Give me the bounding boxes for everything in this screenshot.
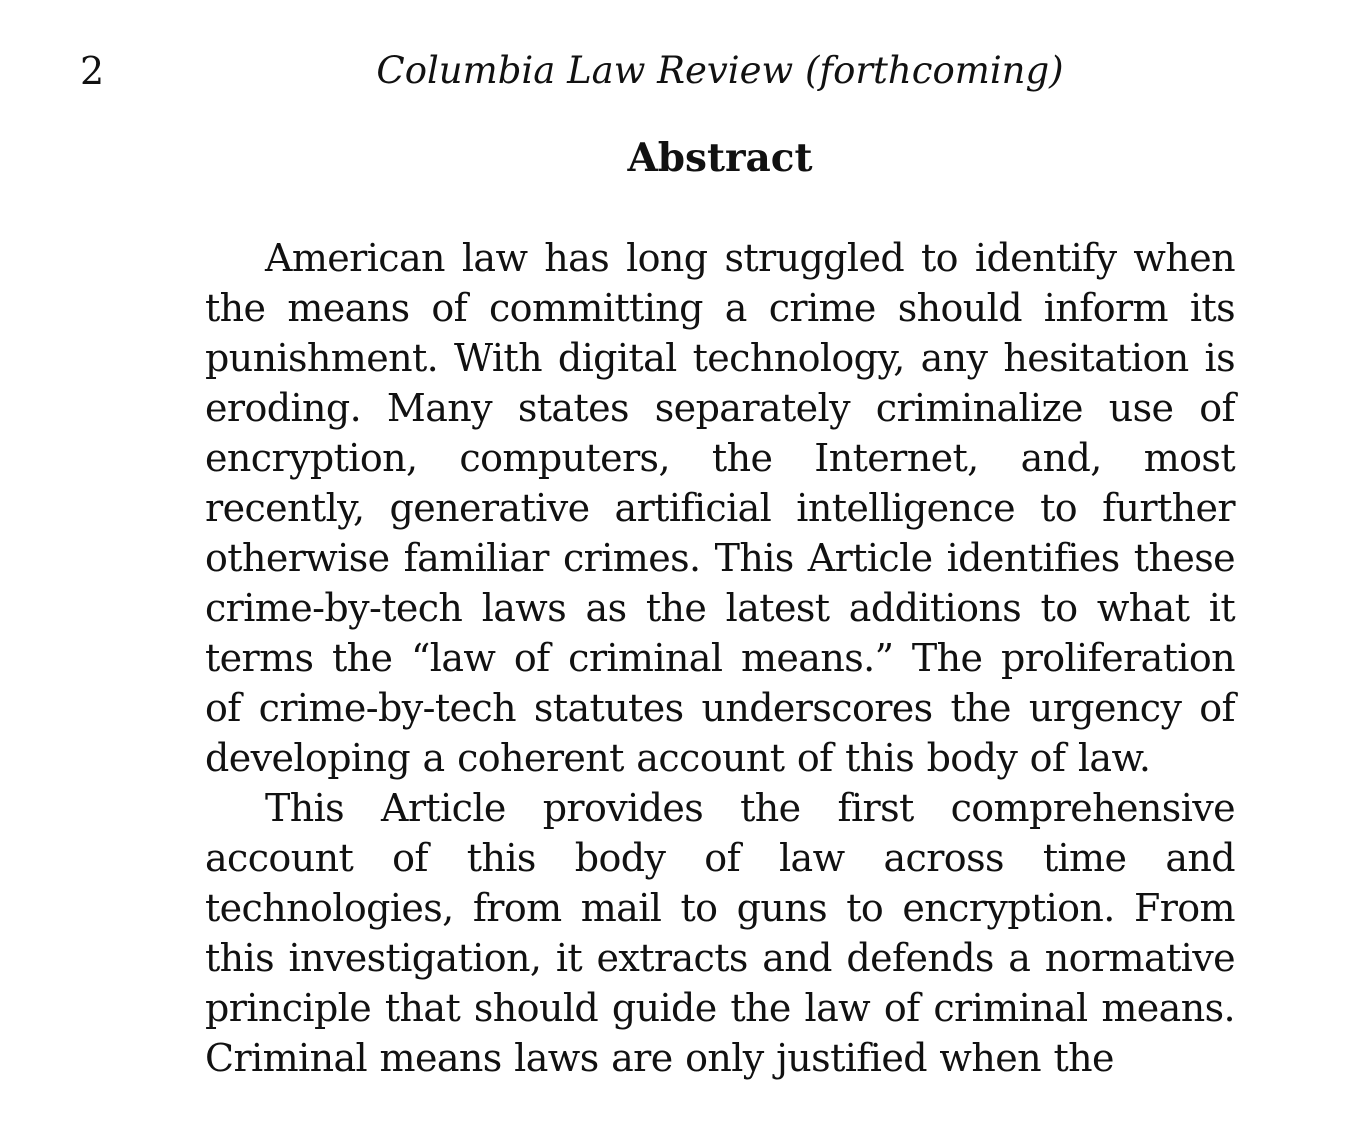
running-header <box>0 44 1354 98</box>
abstract-heading: Abstract <box>627 135 813 181</box>
abstract-paragraph-2: This Article provides the first comprehensive account of this body of law across time and technologies, from mail to guns to encryption. From this investigation, it extracts and defends a normative principle that should guide the law of criminal means. Criminal means laws are only justified when the <box>205 786 1235 1080</box>
page-number: 2 <box>80 49 105 93</box>
abstract-paragraph-1: American law has long struggled to identify when the means of committing a crime should inform its punishment. With digital technology, any hesitation is eroding. Many states separately criminalize use of encryption, computers, the Internet, and, most recently, generative artificial intelligence to further otherwise familiar crimes. This Article identifies these crime-by-tech laws as the latest additions to what it terms the “law of criminal means.” The proliferation of crime-by-tech statutes underscores the urgency of developing a coherent account of this body of law. <box>205 236 1235 780</box>
abstract-body <box>205 233 1235 1083</box>
journal-title: Columbia Law Review (forthcoming) <box>376 49 1064 92</box>
